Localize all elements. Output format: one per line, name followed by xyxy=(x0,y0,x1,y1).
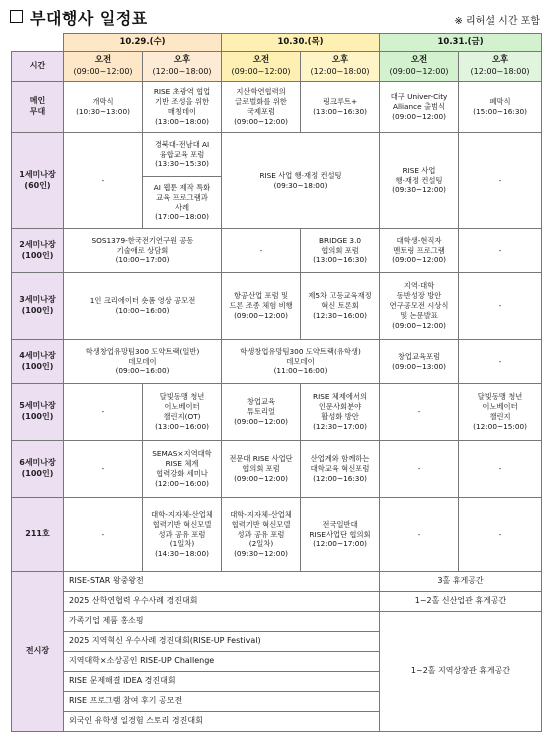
cell: - xyxy=(64,384,143,441)
slot-pm-d1 xyxy=(143,52,222,82)
cell: - xyxy=(459,133,542,229)
cell: 제5차 고등교육재정 혁신 토론회 (12:30~16:00) xyxy=(301,273,380,340)
exhibition-item: 2025 산학연협력 우수사례 경진대회 xyxy=(64,592,380,612)
row-label-s3: 3세미나장 (100인) xyxy=(12,273,64,340)
slot-label: 오전 xyxy=(252,55,270,66)
cell: - xyxy=(459,498,542,572)
row-label-s2: 2세미나장 (100인) xyxy=(12,229,64,273)
cell: 학생창업유망팀300 도약트랙(일반) 데모데이 (09:00~16:00) xyxy=(64,340,222,384)
checkbox-icon xyxy=(10,10,23,23)
cell: 달빛동맹 청년 이노베이터 챌린지(OT) (13:00~16:00) xyxy=(143,384,222,441)
slot-label: 오후 xyxy=(331,55,349,66)
exhibition-item: RISE 문제해결 IDEA 경진대회 xyxy=(64,672,380,692)
slot-pm-d2 xyxy=(301,52,380,82)
cell: RISE 사업 행·재정 컨설팅 (09:30~12:00) xyxy=(380,133,459,229)
cell: 1인 크리에이터 숏폼 영상 공모전 (10:00~16:00) xyxy=(64,273,222,340)
cell: RISE 체제에서의 인문사회분야 활성화 방안 (12:30~17:00) xyxy=(301,384,380,441)
row-label-s5: 5세미나장 (100인) xyxy=(12,384,64,441)
day-header-1029: 10.29.(수) xyxy=(64,34,222,52)
cell: 달빛동맹 청년 이노베이터 챌린지 (12:00~15:00) xyxy=(459,384,542,441)
slot-time: (12:00~18:00) xyxy=(310,66,370,76)
cell: 대학-지자체-산업체 협력기반 혁신모델 성과 공유 포럼 (2일차) (09:30~12:00) xyxy=(222,498,301,572)
cell: 폐막식 (15:00~16:30) xyxy=(459,82,542,133)
slot-pm-d3 xyxy=(459,52,542,82)
exhibition-location: 3홀 휴게공간 xyxy=(380,572,542,592)
row-label-s1: 1세미나장 (60인) xyxy=(12,133,64,229)
exhibition-location: 1~2홀 신산업관 휴게공간 xyxy=(380,592,542,612)
cell: - xyxy=(380,441,459,498)
slot-label: 오전 xyxy=(94,55,112,66)
cell: 전국일반대 RISE사업단 협의회 (12:00~17:00) xyxy=(301,498,380,572)
exhibition-item: RISE-STAR 왕중왕전 xyxy=(64,572,380,592)
row-label-s6: 6세미나장 (100인) xyxy=(12,441,64,498)
slot-am-d2 xyxy=(222,52,301,82)
table-corner xyxy=(12,34,64,52)
cell: - xyxy=(64,133,143,229)
day-header-1031: 10.31.(금) xyxy=(380,34,542,52)
page-header xyxy=(10,6,540,30)
day-header-1030: 10.30.(목) xyxy=(222,34,380,52)
slot-time: (09:00~12:00) xyxy=(73,66,133,76)
cell: 대학생-현직자 멘토링 프로그램 (09:00~12:00) xyxy=(380,229,459,273)
cell: RISE 초광역 협업 기반 조성을 위한 매칭데이 (13:00~18:00) xyxy=(143,82,222,133)
exhibition-location: 1~2홀 지역상장관 휴게공간 xyxy=(380,612,542,732)
cell: 학생창업유망팀300 도약트랙(유학생) 데모데이 (11:00~16:00) xyxy=(222,340,380,384)
slot-time: (12:00~18:00) xyxy=(152,66,212,76)
cell: 지산학연협력의 글로벌화를 위한 국제포럼 (09:00~12:00) xyxy=(222,82,301,133)
slot-time: (09:00~12:00) xyxy=(231,66,291,76)
cell: - xyxy=(64,441,143,498)
row-label-exhibition: 전시장 xyxy=(12,572,64,732)
cell: BRIDGE 3.0 협의회 포럼 (13:00~16:30) xyxy=(301,229,380,273)
rehearsal-note: ※ 리허설 시간 포함 xyxy=(454,16,540,27)
cell: - xyxy=(459,229,542,273)
slot-label: 오후 xyxy=(173,55,191,66)
cell: 항공산업 포럼 및 드론 조종 체험 비행 (09:00~12:00) xyxy=(222,273,301,340)
exhibition-item: 외국인 유학생 일경험 스토리 경진대회 xyxy=(64,712,380,732)
cell: 전문대 RISE 사업단 협의회 포럼 (09:00~12:00) xyxy=(222,441,301,498)
cell: 지역·대학 동반성장 방안 연구공모전 시상식 및 논문발표 (09:00~12:00) xyxy=(380,273,459,340)
cell: 경북대-전남대 AI 융합교육 포럼 (13:30~15:30) xyxy=(143,133,222,177)
slot-am-d3 xyxy=(380,52,459,82)
cell: - xyxy=(380,498,459,572)
page-title: 부대행사 일정표 xyxy=(30,9,148,28)
exhibition-item: RISE 프로그램 참여 후기 공모전 xyxy=(64,692,380,712)
slot-time: (09:00~12:00) xyxy=(389,66,449,76)
row-label-s4: 4세미나장 (100인) xyxy=(12,340,64,384)
cell: 대학-지자체-산업체 협력기반 혁신모델 성과 공유 포럼 (1일차) (14:30~18:00) xyxy=(143,498,222,572)
cell: - xyxy=(459,441,542,498)
cell: AI 웹툰 제작 특화 교육 프로그램과 사례 (17:00~18:00) xyxy=(143,177,222,229)
cell: 개막식 (10:30~13:00) xyxy=(64,82,143,133)
exhibition-item: 가족기업 제품 홍소핑 xyxy=(64,612,380,632)
cell: - xyxy=(380,384,459,441)
slot-label: 오전 xyxy=(410,55,428,66)
time-label: 시간 xyxy=(12,52,64,82)
slot-label: 오후 xyxy=(491,55,509,66)
cell: SEMAS×지역대학 RISE 체계 협력강화 세미나 (12:00~16:00) xyxy=(143,441,222,498)
slot-time: (12:00~18:00) xyxy=(470,66,530,76)
exhibition-item: 지역대학×소상공인 RISE-UP Challenge xyxy=(64,652,380,672)
cell: RISE 사업 행·재정 컨설팅 (09:30~18:00) xyxy=(222,133,380,229)
cell: - xyxy=(64,498,143,572)
cell: 창업교육 튜토리얼 (09:00~12:00) xyxy=(222,384,301,441)
cell: 링크루트+ (13:00~16:30) xyxy=(301,82,380,133)
exhibition-item: 2025 지역혁신 우수사례 경진대회(RISE-UP Festival) xyxy=(64,632,380,652)
cell: 대구 Univer-City Alliance 출범식 (09:00~12:00) xyxy=(380,82,459,133)
slot-am-d1 xyxy=(64,52,143,82)
row-label-211: 211호 xyxy=(12,498,64,572)
schedule-table xyxy=(11,33,542,732)
cell: 창업교육포럼 (09:00~13:00) xyxy=(380,340,459,384)
cell: - xyxy=(459,340,542,384)
cell: SOS1379-한국전기연구원 공동 기술애로 상담회 (10:00~17:00) xyxy=(64,229,222,273)
cell: - xyxy=(459,273,542,340)
cell: - xyxy=(222,229,301,273)
cell: 산업계와 함께하는 대학교육 혁신포럼 (12:00~16:30) xyxy=(301,441,380,498)
row-label-main: 메인 무대 xyxy=(12,82,64,133)
